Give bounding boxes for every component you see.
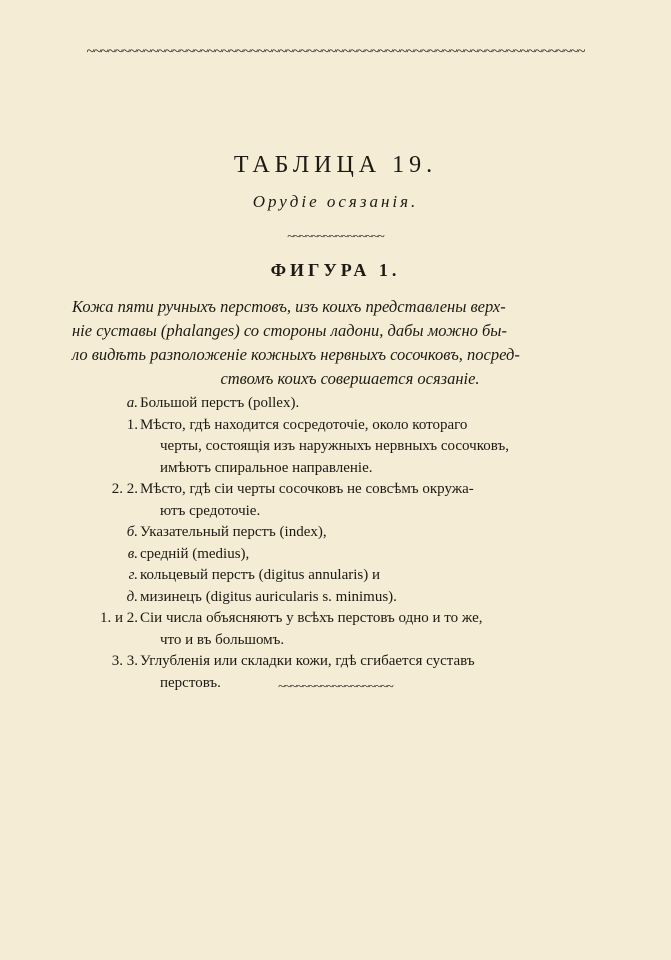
legend-item (0, 393, 671, 415)
legend-item-marker: д. (126, 588, 138, 605)
legend-line: средній (medius), (140, 545, 250, 562)
legend-item (0, 608, 671, 651)
legend-item-marker: б. (126, 524, 138, 540)
legend-line: Углубленія или складки кожи, гдѣ сгибается суставъ (140, 653, 475, 669)
table-title: ТАБЛИЦА 19. (233, 152, 438, 178)
legend-item-text (140, 393, 625, 415)
legend-item-marker: 1. и 2. (99, 610, 138, 626)
legend-item (0, 587, 671, 609)
bottom-ornamental-rule: ~~~~~~~~~~~~~~~~~~~ (278, 678, 393, 693)
legend-line: Большой перстъ (pollex). (140, 395, 300, 411)
caption-line: ствомъ коихъ совершается осязаніе. (220, 369, 480, 388)
legend-item-marker: а. (126, 395, 138, 411)
legend-item-text (140, 587, 625, 609)
top-ornamental-rule: ~~~~~~~~~~~~~~~~~~~~~~~~~~~~~~~~~~~~~~~~~~~~~~~~~~~~~~~~~~~~~~~~~~~~~~ (86, 44, 585, 60)
legend-line: имѣютъ спиральное направленіе. (160, 459, 373, 476)
caption-line: Кожа пяти ручныхъ перстовъ, изъ коихъ представлены верх- (72, 297, 506, 316)
legend-item (0, 479, 671, 522)
legend-item-text (140, 544, 625, 566)
figure-caption (72, 295, 628, 391)
legend-item-text (140, 608, 625, 651)
legend-line: ютъ средоточіе. (160, 502, 261, 519)
legend-item-text (140, 479, 625, 522)
legend-item-marker: в. (127, 545, 138, 562)
legend-line: мизинецъ (digitus auricularis s. minimus). (140, 588, 397, 605)
legend-item (0, 415, 671, 480)
figure-heading: ФИГУРА 1. (270, 260, 401, 280)
legend-item-marker: 3. 3. (111, 653, 138, 669)
legend-item-text (140, 415, 625, 480)
legend-line: перстовъ. (160, 674, 221, 691)
legend-line: что и въ большомъ. (160, 631, 285, 648)
legend-item (0, 522, 671, 544)
legend-item (0, 544, 671, 566)
legend-line: Мѣсто, гдѣ находится сосредоточіе, около котораго (140, 416, 468, 433)
legend-item-text (140, 522, 625, 544)
caption-line: ніе суставы (phalanges) со стороны ладони, дабы можно бы- (72, 321, 507, 340)
legend-line: черты, состоящія изъ наружныхъ нервныхъ сосочковъ, (160, 438, 509, 454)
middle-ornamental-rule: ~~~~~~~~~~~~~~~~ (287, 228, 384, 243)
legend-list (0, 393, 671, 694)
legend-line: Мѣсто, гдѣ сіи черты сосочковъ не совсѣмъ окружа- (140, 481, 474, 497)
table-subtitle: Орудіе осязанія. (252, 192, 419, 211)
caption-line: ло видѣть разположеніе кожныхъ нервныхъ сосочковъ, посред- (72, 345, 520, 364)
legend-line: Сіи числа объясняютъ у всѣхъ перстовъ одно и то же, (140, 610, 483, 626)
legend-item-marker: 1. (126, 416, 138, 433)
legend-line: Указательный перстъ (index), (140, 524, 327, 540)
legend-item-marker: 2. 2. (111, 481, 138, 497)
legend-item-text (140, 565, 625, 587)
legend-item-marker: г. (128, 567, 138, 583)
legend-item (0, 565, 671, 587)
legend-line: кольцевый перстъ (digitus annularis) и (140, 567, 381, 583)
